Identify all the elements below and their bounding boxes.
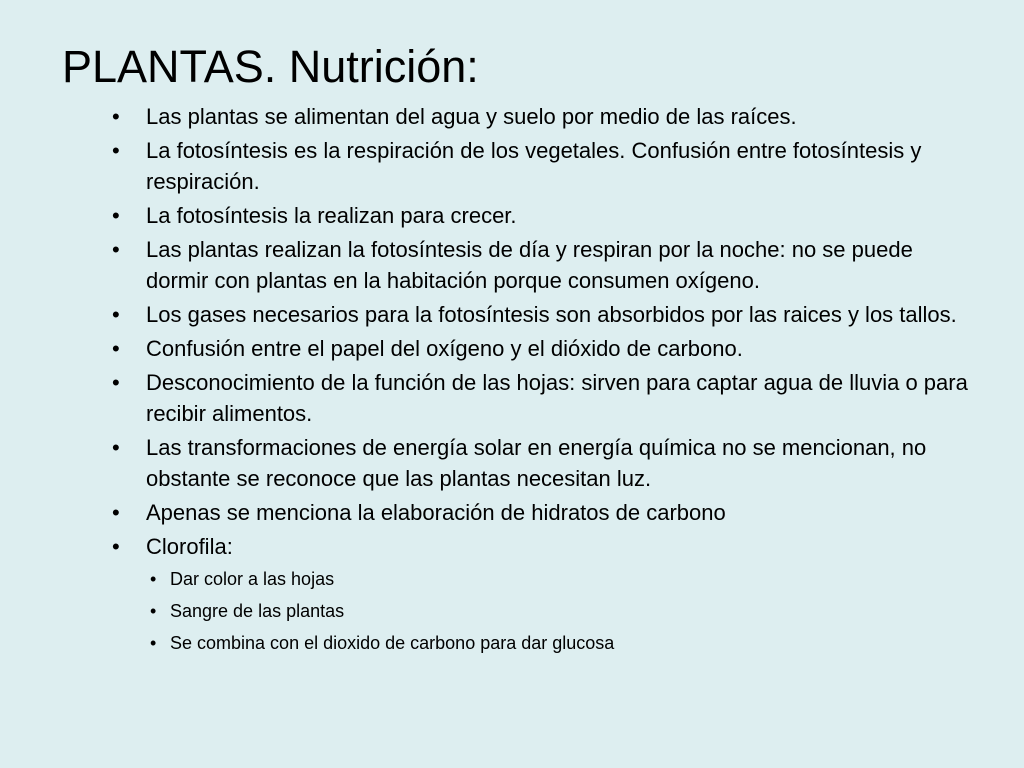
bullet-item <box>110 135 980 197</box>
bullet-text: La fotosíntesis la realizan para crecer. <box>146 203 517 228</box>
bullet-text: Clorofila: <box>146 534 233 559</box>
sub-bullet-text: Dar color a las hojas <box>170 569 335 589</box>
bullet-item <box>110 101 980 132</box>
bullet-text: Las plantas realizan la fotosíntesis de día y respiran por la noche: no se puede dormir con plantas en la habitación porque consumen oxígeno. <box>146 237 913 293</box>
bullet-item <box>110 497 980 528</box>
bullet-item <box>110 234 980 296</box>
bullet-item <box>110 367 980 429</box>
bullet-item <box>110 200 980 231</box>
sub-bullet-item <box>130 630 964 656</box>
bullet-item <box>110 531 980 652</box>
sub-bullet-text: Sangre de las plantas <box>170 601 345 621</box>
bullet-text: Confusión entre el papel del oxígeno y el dióxido de carbono. <box>146 336 743 361</box>
bullet-text: Las plantas se alimentan del agua y suelo por medio de las raíces. <box>146 104 797 129</box>
bullet-text: Los gases necesarios para la fotosíntesis son absorbidos por las raices y los tallos. <box>146 302 957 327</box>
bullet-text: Desconocimiento de la función de las hojas: sirven para captar agua de lluvia o para recibir alimentos. <box>146 370 968 426</box>
sub-bullet-list <box>130 566 964 656</box>
sub-bullet-text: Se combina con el dioxido de carbono para dar glucosa <box>170 633 615 653</box>
bullet-item <box>110 299 980 330</box>
sub-bullet-item <box>130 598 964 624</box>
bullet-text: La fotosíntesis es la respiración de los vegetales. Confusión entre fotosíntesis y respiración. <box>146 138 922 194</box>
bullet-text: Las transformaciones de energía solar en energía química no se mencionan, no obstante se reconoce que las plantas necesitan luz. <box>146 435 927 491</box>
slide-title: PLANTAS. Nutrición: <box>62 41 479 92</box>
bullet-list <box>110 101 980 658</box>
sub-bullet-item <box>130 566 964 592</box>
bullet-item <box>110 432 980 494</box>
bullet-text: Apenas se menciona la elaboración de hidratos de carbono <box>146 500 726 525</box>
bullet-item <box>110 333 980 364</box>
